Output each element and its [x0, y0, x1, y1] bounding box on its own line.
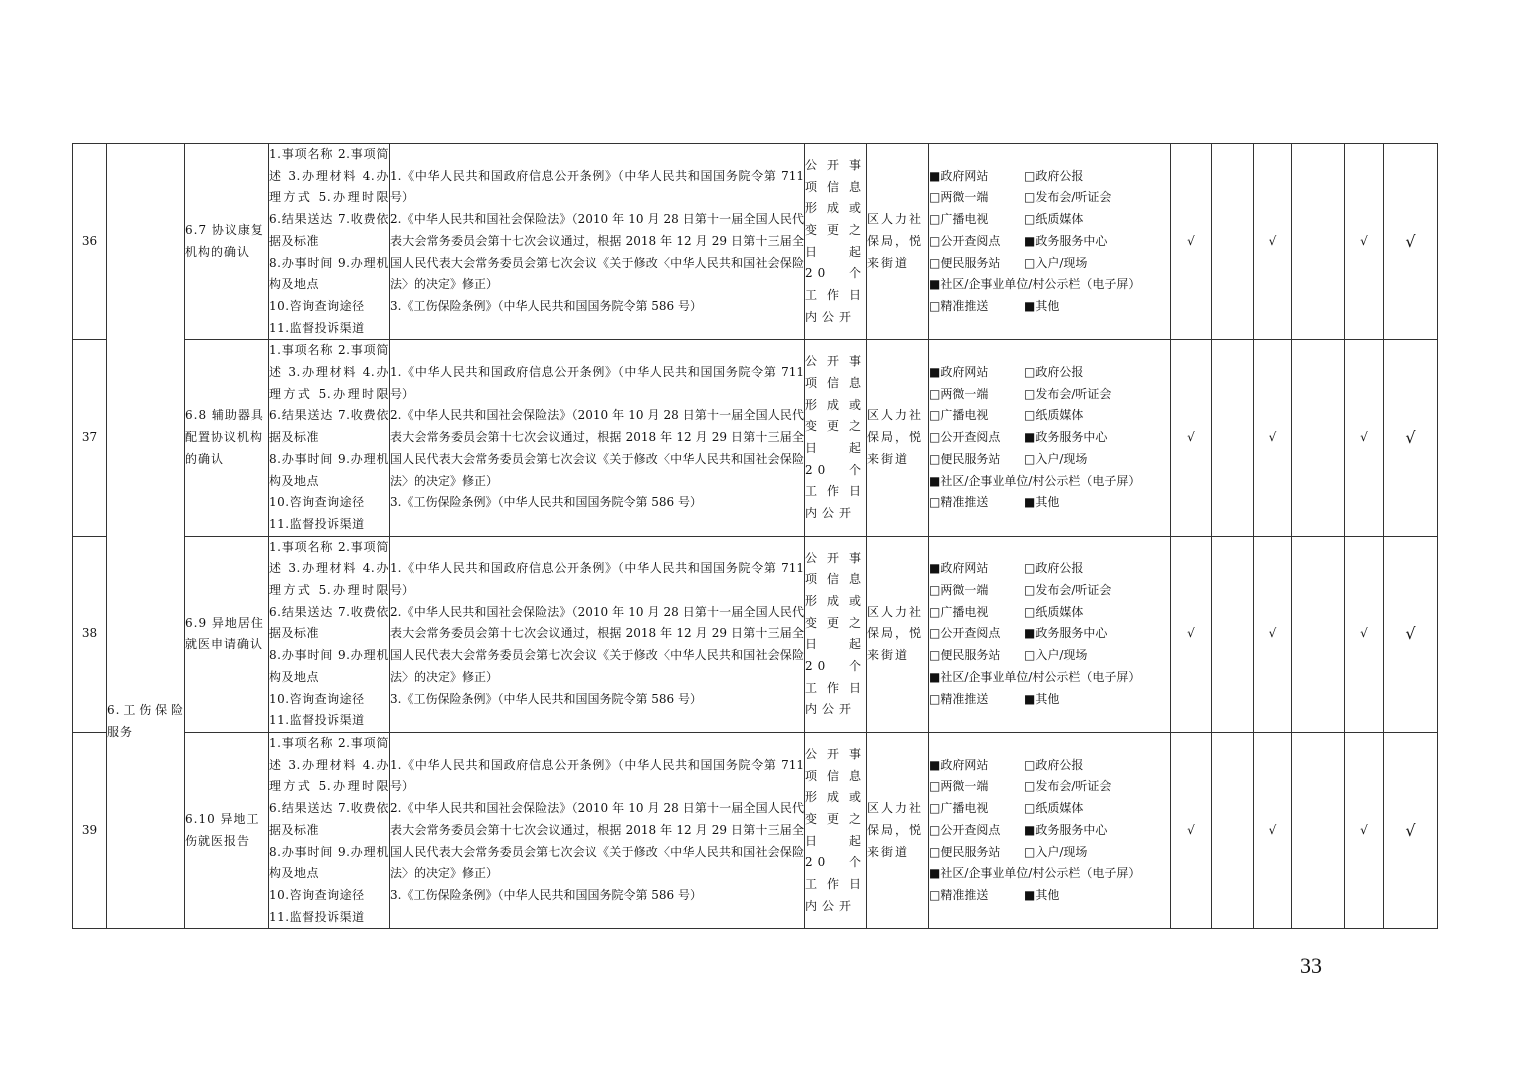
channel-label: 纸质媒体 — [1035, 801, 1084, 816]
channel-label: 政府网站 — [940, 365, 989, 380]
channel-option — [929, 863, 1170, 885]
unchecked-box-icon: □ — [929, 691, 941, 706]
item-name: 6.10 异地工伤就医报告 — [185, 732, 269, 928]
channel-label: 精准推送 — [940, 691, 989, 706]
channel-option — [929, 253, 1024, 275]
channel-option — [1024, 253, 1170, 275]
channel-label: 其他 — [1035, 887, 1060, 902]
check-mark-cell — [1292, 144, 1345, 340]
channel-label: 入户/现场 — [1035, 648, 1088, 663]
legal-basis: 1.《中华人民共和国政府信息公开条例》（中华人民共和国国务院令第 711 号） 2.《中华人民共和国社会保险法》（2010 年 10 月 28 日第十一届全国人民代表大会常务委员会第十七次会议通过，根据 2018 年 12 月 29 日第十三届全国人民代表大会常务委员会第七次会议《关于修改〈中华人民共和国社会保险法〉的决定》修正） 3.《工伤保险条例》（中华人民共和国国务院令第 586 号） — [390, 144, 805, 340]
checked-box-icon: ■ — [929, 757, 941, 772]
channel-option — [929, 405, 1024, 427]
channel-option — [929, 645, 1024, 667]
check-mark-cell — [1212, 536, 1254, 732]
channel-label: 精准推送 — [940, 298, 989, 313]
channel-option — [1024, 449, 1170, 471]
unchecked-box-icon: □ — [1024, 190, 1036, 205]
channel-label: 公开查阅点 — [940, 233, 1001, 248]
checked-box-icon: ■ — [1024, 430, 1036, 445]
check-mark-cell: √ — [1254, 536, 1292, 732]
checked-box-icon: ■ — [1024, 887, 1036, 902]
channel-label: 两微一端 — [940, 779, 989, 794]
unchecked-box-icon: □ — [929, 583, 941, 598]
channel-option — [929, 558, 1024, 580]
channel-option — [1024, 602, 1170, 624]
channel-label: 社区/企事业单位/村公示栏（电子屏） — [940, 866, 1141, 881]
channel-label: 精准推送 — [940, 495, 989, 510]
category-cell — [107, 144, 185, 929]
checked-box-icon: ■ — [1024, 626, 1036, 641]
unchecked-box-icon: □ — [929, 626, 941, 641]
channel-label: 广播电视 — [940, 408, 989, 423]
channel-label: 社区/企事业单位/村公示栏（电子屏） — [940, 473, 1141, 488]
unchecked-box-icon: □ — [929, 822, 941, 837]
unchecked-box-icon: □ — [929, 779, 941, 794]
disclosure-subject: 区人力社保局，悦来街道 — [867, 340, 929, 536]
channel-option — [929, 755, 1024, 777]
channel-option — [929, 885, 1024, 907]
channel-option — [929, 602, 1024, 624]
table-row — [73, 536, 1438, 732]
disclosure-time-limit: 公开事项信息形成或变更之日起 20 个工作日内公开 — [805, 732, 867, 928]
check-mark-cell: √ — [1254, 340, 1292, 536]
channel-option — [1024, 580, 1170, 602]
disclosure-time-limit: 公开事项信息形成或变更之日起 20 个工作日内公开 — [805, 340, 867, 536]
channel-option — [1024, 166, 1170, 188]
checked-box-icon: ■ — [1024, 298, 1036, 313]
channel-label: 政务服务中心 — [1035, 233, 1108, 248]
channel-option — [929, 384, 1024, 406]
channel-option — [1024, 296, 1170, 318]
channel-option — [1024, 405, 1170, 427]
check-mark-cell: √ — [1171, 144, 1212, 340]
disclosure-elements: 1.事项名称 2.事项简述 3.办理材料 4.办理方式 5.办理时限 6.结果送达 7.收费依据及标准 8.办事时间 9.办理机构及地点 10.咨询查询途径 11.监督投诉渠道 — [269, 340, 390, 536]
channel-option — [929, 274, 1170, 296]
channel-list — [929, 362, 1170, 514]
channel-label: 广播电视 — [940, 212, 989, 227]
channel-option — [1024, 231, 1170, 253]
unchecked-box-icon: □ — [1024, 212, 1036, 227]
item-name: 6.8 辅助器具配置协议机构的确认 — [185, 340, 269, 536]
channel-label: 纸质媒体 — [1035, 604, 1084, 619]
channel-label: 发布会/听证会 — [1035, 386, 1112, 401]
channel-label: 发布会/听证会 — [1035, 583, 1112, 598]
channel-option — [1024, 558, 1170, 580]
disclosure-channels — [929, 340, 1171, 536]
channel-label: 政府公报 — [1035, 561, 1084, 576]
checked-box-icon: ■ — [929, 561, 941, 576]
channel-label: 社区/企事业单位/村公示栏（电子屏） — [940, 277, 1141, 292]
checked-box-icon: ■ — [1024, 691, 1036, 706]
legal-basis: 1.《中华人民共和国政府信息公开条例》（中华人民共和国国务院令第 711 号） 2.《中华人民共和国社会保险法》（2010 年 10 月 28 日第十一届全国人民代表大会常务委员会第十七次会议通过，根据 2018 年 12 月 29 日第十三届全国人民代表大会常务委员会第七次会议《关于修改〈中华人民共和国社会保险法〉的决定》修正） 3.《工伤保险条例》（中华人民共和国国务院令第 586 号） — [390, 340, 805, 536]
channel-label: 纸质媒体 — [1035, 408, 1084, 423]
channel-label: 入户/现场 — [1035, 451, 1088, 466]
unchecked-box-icon: □ — [1024, 168, 1036, 183]
unchecked-box-icon: □ — [1024, 408, 1036, 423]
channel-option — [929, 449, 1024, 471]
channel-option — [929, 776, 1024, 798]
disclosure-channels — [929, 732, 1171, 928]
row-number: 38 — [73, 536, 107, 732]
check-mark-cell — [1292, 340, 1345, 536]
checked-box-icon: ■ — [929, 669, 941, 684]
channel-option — [929, 492, 1024, 514]
channel-label: 广播电视 — [940, 604, 989, 619]
channel-label: 入户/现场 — [1035, 255, 1088, 270]
channel-option — [1024, 384, 1170, 406]
item-name: 6.9 异地居住就医申请确认 — [185, 536, 269, 732]
channel-option — [929, 187, 1024, 209]
channel-option — [1024, 842, 1170, 864]
disclosure-time-limit: 公开事项信息形成或变更之日起 20 个工作日内公开 — [805, 144, 867, 340]
channel-label: 两微一端 — [940, 583, 989, 598]
channel-label: 公开查阅点 — [940, 626, 1001, 641]
unchecked-box-icon: □ — [929, 255, 941, 270]
channel-label: 其他 — [1035, 495, 1060, 510]
channel-label: 政府网站 — [940, 168, 989, 183]
channel-label: 政府网站 — [940, 561, 989, 576]
unchecked-box-icon: □ — [1024, 255, 1036, 270]
channel-option — [929, 798, 1024, 820]
category-label: 6.工伤保险服务 — [107, 703, 184, 740]
unchecked-box-icon: □ — [1024, 365, 1036, 380]
channel-option — [1024, 187, 1170, 209]
checked-box-icon: ■ — [929, 365, 941, 380]
channel-option — [929, 166, 1024, 188]
channel-option — [1024, 209, 1170, 231]
channel-label: 两微一端 — [940, 190, 989, 205]
unchecked-box-icon: □ — [1024, 386, 1036, 401]
channel-label: 入户/现场 — [1035, 844, 1088, 859]
channel-label: 公开查阅点 — [940, 822, 1001, 837]
unchecked-box-icon: □ — [1024, 451, 1036, 466]
channel-option — [1024, 492, 1170, 514]
unchecked-box-icon: □ — [929, 495, 941, 510]
checked-box-icon: ■ — [1024, 822, 1036, 837]
row-number: 37 — [73, 340, 107, 536]
channel-option — [929, 231, 1024, 253]
channel-list — [929, 558, 1170, 710]
disclosure-channels — [929, 536, 1171, 732]
channel-label: 其他 — [1035, 691, 1060, 706]
channel-option — [1024, 362, 1170, 384]
channel-option — [929, 209, 1024, 231]
channel-label: 广播电视 — [940, 801, 989, 816]
check-mark-cell: √ — [1345, 340, 1384, 536]
disclosure-subject: 区人力社保局，悦来街道 — [867, 732, 929, 928]
disclosure-elements: 1.事项名称 2.事项简述 3.办理材料 4.办理方式 5.办理时限 6.结果送达 7.收费依据及标准 8.办事时间 9.办理机构及地点 10.咨询查询途径 11.监督投诉渠道 — [269, 144, 390, 340]
channel-label: 便民服务站 — [940, 844, 1001, 859]
checked-box-icon: ■ — [929, 866, 941, 881]
unchecked-box-icon: □ — [1024, 801, 1036, 816]
checked-box-icon: ■ — [929, 473, 941, 488]
unchecked-box-icon: □ — [929, 233, 941, 248]
disclosure-table — [72, 143, 1438, 929]
disclosure-time-limit: 公开事项信息形成或变更之日起 20 个工作日内公开 — [805, 536, 867, 732]
check-mark-cell — [1292, 732, 1345, 928]
channel-option — [929, 689, 1024, 711]
channel-option — [1024, 755, 1170, 777]
table-row — [73, 144, 1438, 340]
channel-list — [929, 755, 1170, 907]
unchecked-box-icon: □ — [1024, 844, 1036, 859]
unchecked-box-icon: □ — [929, 298, 941, 313]
check-mark-cell — [1292, 536, 1345, 732]
check-mark-cell: √ — [1171, 340, 1212, 536]
table-body — [73, 144, 1438, 929]
check-mark-cell: √ — [1384, 340, 1438, 536]
table-row — [73, 340, 1438, 536]
channel-label: 发布会/听证会 — [1035, 190, 1112, 205]
unchecked-box-icon: □ — [929, 190, 941, 205]
channel-option — [1024, 427, 1170, 449]
page-number: 33 — [1300, 953, 1322, 978]
check-mark-cell: √ — [1254, 144, 1292, 340]
channel-label: 纸质媒体 — [1035, 212, 1084, 227]
channel-label: 政府公报 — [1035, 757, 1084, 772]
check-mark-cell — [1212, 340, 1254, 536]
unchecked-box-icon: □ — [929, 844, 941, 859]
disclosure-subject: 区人力社保局，悦来街道 — [867, 536, 929, 732]
channel-label: 社区/企事业单位/村公示栏（电子屏） — [940, 669, 1141, 684]
channel-option — [1024, 820, 1170, 842]
channel-label: 便民服务站 — [940, 255, 1001, 270]
channel-label: 政府公报 — [1035, 168, 1084, 183]
channel-option — [929, 842, 1024, 864]
unchecked-box-icon: □ — [929, 212, 941, 227]
check-mark-cell: √ — [1384, 732, 1438, 928]
unchecked-box-icon: □ — [929, 801, 941, 816]
check-mark-cell: √ — [1345, 536, 1384, 732]
legal-basis: 1.《中华人民共和国政府信息公开条例》（中华人民共和国国务院令第 711 号） 2.《中华人民共和国社会保险法》（2010 年 10 月 28 日第十一届全国人民代表大会常务委员会第十七次会议通过，根据 2018 年 12 月 29 日第十三届全国人民代表大会常务委员会第七次会议《关于修改〈中华人民共和国社会保险法〉的决定》修正） 3.《工伤保险条例》（中华人民共和国国务院令第 586 号） — [390, 732, 805, 928]
unchecked-box-icon: □ — [929, 887, 941, 902]
channel-label: 便民服务站 — [940, 648, 1001, 663]
checked-box-icon: ■ — [1024, 233, 1036, 248]
unchecked-box-icon: □ — [929, 451, 941, 466]
channel-option — [1024, 689, 1170, 711]
checked-box-icon: ■ — [929, 277, 941, 292]
channel-label: 发布会/听证会 — [1035, 779, 1112, 794]
channel-option — [929, 427, 1024, 449]
unchecked-box-icon: □ — [929, 408, 941, 423]
check-mark-cell: √ — [1254, 732, 1292, 928]
check-mark-cell: √ — [1345, 732, 1384, 928]
channel-option — [929, 580, 1024, 602]
table-row — [73, 732, 1438, 928]
row-number: 36 — [73, 144, 107, 340]
checked-box-icon: ■ — [1024, 495, 1036, 510]
unchecked-box-icon: □ — [1024, 779, 1036, 794]
channel-option — [1024, 645, 1170, 667]
channel-option — [929, 820, 1024, 842]
channel-option — [929, 471, 1170, 493]
channel-label: 政务服务中心 — [1035, 626, 1108, 641]
channel-label: 政府公报 — [1035, 365, 1084, 380]
check-mark-cell — [1212, 732, 1254, 928]
check-mark-cell: √ — [1345, 144, 1384, 340]
channel-label: 便民服务站 — [940, 451, 1001, 466]
channel-option — [929, 623, 1024, 645]
item-name: 6.7 协议康复机构的确认 — [185, 144, 269, 340]
channel-label: 其他 — [1035, 298, 1060, 313]
channel-option — [1024, 776, 1170, 798]
unchecked-box-icon: □ — [929, 648, 941, 663]
channel-list — [929, 166, 1170, 318]
unchecked-box-icon: □ — [929, 604, 941, 619]
unchecked-box-icon: □ — [929, 430, 941, 445]
check-mark-cell: √ — [1384, 536, 1438, 732]
unchecked-box-icon: □ — [1024, 561, 1036, 576]
disclosure-elements: 1.事项名称 2.事项简述 3.办理材料 4.办理方式 5.办理时限 6.结果送达 7.收费依据及标准 8.办事时间 9.办理机构及地点 10.咨询查询途径 11.监督投诉渠道 — [269, 536, 390, 732]
check-mark-cell: √ — [1384, 144, 1438, 340]
channel-option — [1024, 623, 1170, 645]
check-mark-cell — [1212, 144, 1254, 340]
check-mark-cell: √ — [1171, 732, 1212, 928]
check-mark-cell: √ — [1171, 536, 1212, 732]
channel-label: 政务服务中心 — [1035, 822, 1108, 837]
channel-option — [929, 667, 1170, 689]
channel-option — [929, 362, 1024, 384]
unchecked-box-icon: □ — [1024, 604, 1036, 619]
channel-label: 公开查阅点 — [940, 430, 1001, 445]
channel-label: 政务服务中心 — [1035, 430, 1108, 445]
checked-box-icon: ■ — [929, 168, 941, 183]
disclosure-subject: 区人力社保局，悦来街道 — [867, 144, 929, 340]
unchecked-box-icon: □ — [1024, 583, 1036, 598]
channel-label: 两微一端 — [940, 386, 989, 401]
disclosure-channels — [929, 144, 1171, 340]
unchecked-box-icon: □ — [1024, 757, 1036, 772]
channel-option — [1024, 885, 1170, 907]
channel-option — [929, 296, 1024, 318]
channel-option — [1024, 798, 1170, 820]
disclosure-elements: 1.事项名称 2.事项简述 3.办理材料 4.办理方式 5.办理时限 6.结果送达 7.收费依据及标准 8.办事时间 9.办理机构及地点 10.咨询查询途径 11.监督投诉渠道 — [269, 732, 390, 928]
unchecked-box-icon: □ — [1024, 648, 1036, 663]
channel-label: 精准推送 — [940, 887, 989, 902]
channel-label: 政府网站 — [940, 757, 989, 772]
legal-basis: 1.《中华人民共和国政府信息公开条例》（中华人民共和国国务院令第 711 号） 2.《中华人民共和国社会保险法》（2010 年 10 月 28 日第十一届全国人民代表大会常务委员会第十七次会议通过，根据 2018 年 12 月 29 日第十三届全国人民代表大会常务委员会第七次会议《关于修改〈中华人民共和国社会保险法〉的决定》修正） 3.《工伤保险条例》（中华人民共和国国务院令第 586 号） — [390, 536, 805, 732]
row-number: 39 — [73, 732, 107, 928]
unchecked-box-icon: □ — [929, 386, 941, 401]
